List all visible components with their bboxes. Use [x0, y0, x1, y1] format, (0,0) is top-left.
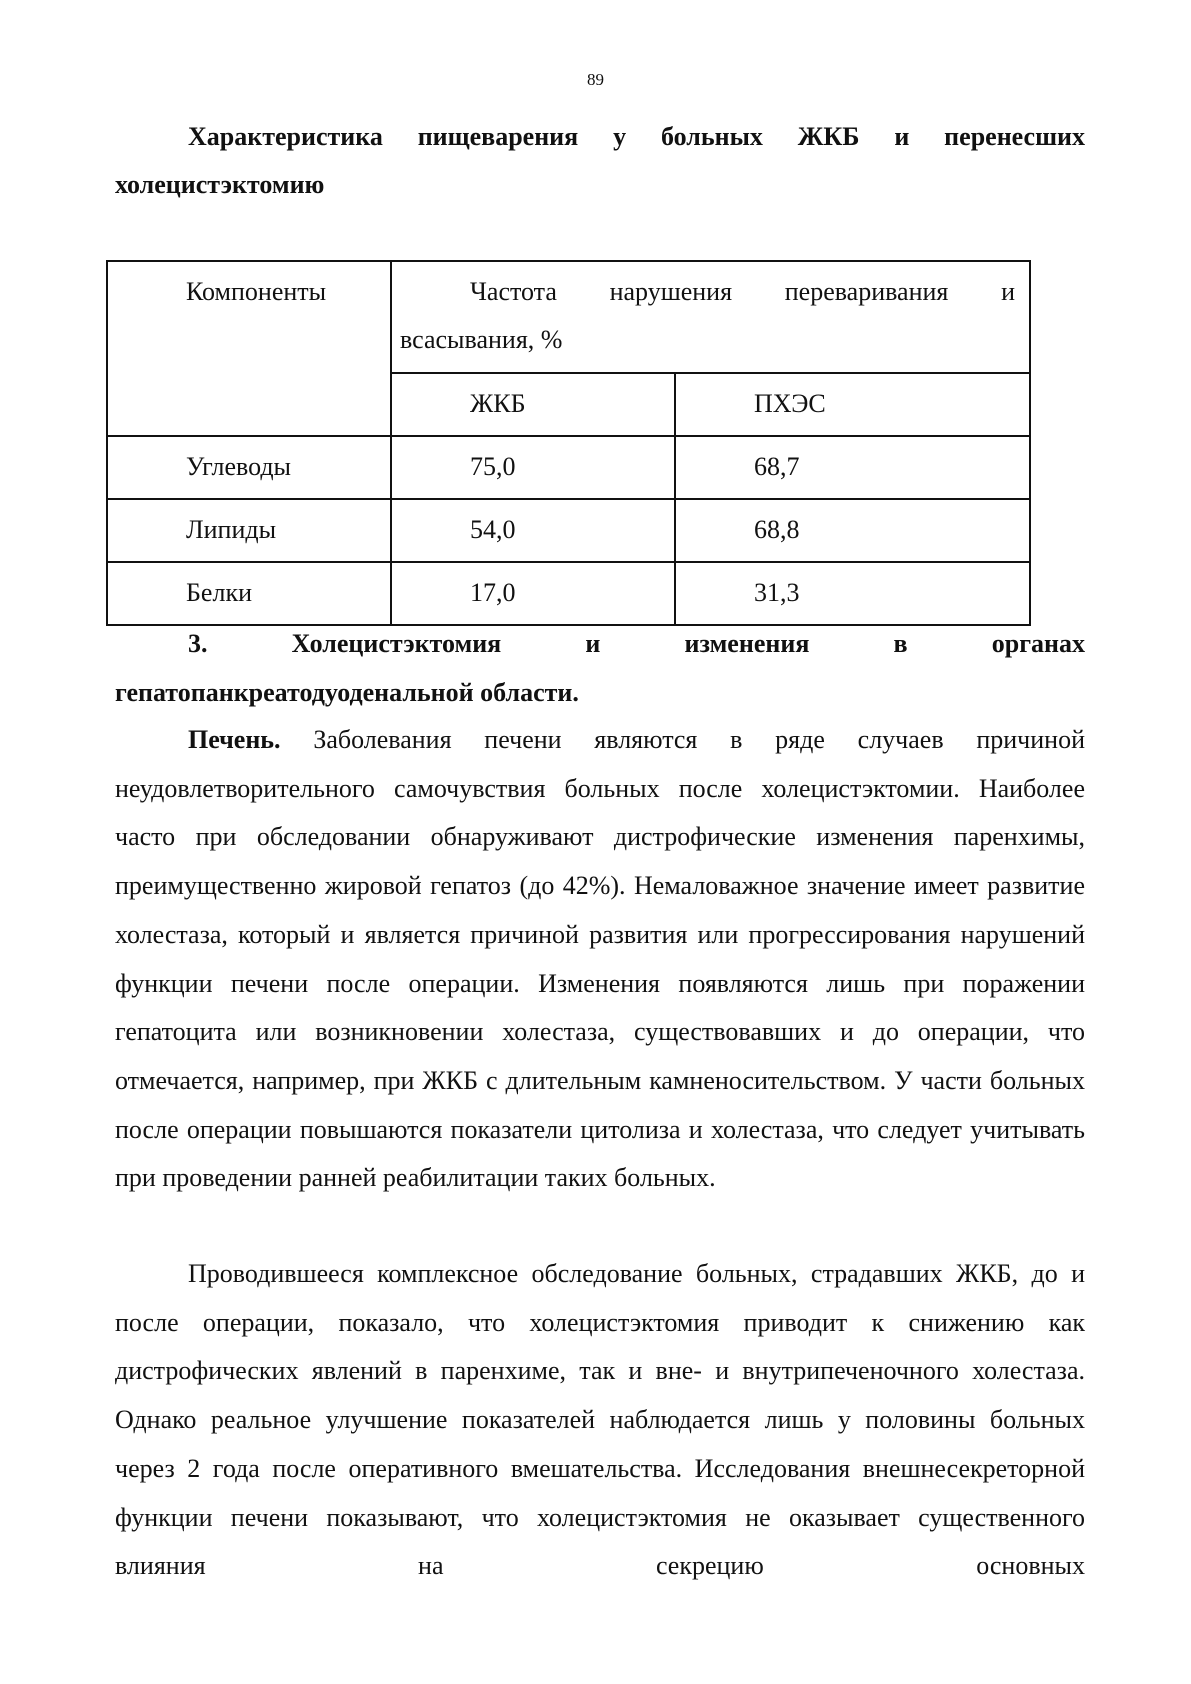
paragraph-lead: Печень.: [188, 725, 281, 754]
header-frequency-line-2: всасывания, %: [400, 325, 563, 354]
row-phes-value: 31,3: [754, 578, 800, 607]
row-phes-value: 68,7: [754, 452, 800, 481]
page-number: 89: [587, 70, 604, 89]
section-heading-line-2: гепатопанкреатодуоденальной области.: [115, 677, 579, 707]
header-components-cell: [107, 261, 391, 436]
subheader-phes: ПХЭС: [754, 389, 826, 418]
table-row: [107, 562, 1030, 625]
paragraph-examination-text: Проводившееся комплексное обследование больных, страдавших ЖКБ, до и после операции, показало, что холецистэктомия приводит к снижению как дистрофических явлений в паренхиме, так и вне- и внутрипеченочного холестаза. Однако реальное улучшение показателей наблюдается лишь у половины больных через 2 года после оперативного вмешательства. Исследования внешнесекреторной функции печени показывают, что холецистэктомия не оказывает существенного влияния на секрецию основных: [115, 1259, 1085, 1581]
paragraph-liver: [115, 716, 1085, 1203]
row-zhkb-value: 17,0: [470, 578, 516, 607]
row-component: Липиды: [186, 515, 277, 544]
subheader-phes-cell: [675, 373, 1030, 436]
title-line-2: холецистэктомию: [115, 170, 325, 199]
section-heading-line-1: 3. Холецистэктомия и изменения в органах: [188, 629, 1085, 658]
section-heading: [115, 620, 1085, 717]
paragraph-examination: [115, 1250, 1085, 1591]
table-row: [107, 499, 1030, 562]
header-components: Компоненты: [186, 277, 327, 306]
row-phes-value: 68,8: [754, 515, 800, 544]
subheader-zhkb-cell: [391, 373, 675, 436]
row-zhkb-value: 75,0: [470, 452, 516, 481]
title-line-1: Характеристика пищеварения у больных ЖКБ и перенесших: [188, 122, 1085, 151]
row-component: Углеводы: [186, 452, 292, 481]
table-header-row: [107, 261, 1030, 373]
header-frequency-line-1: Частота нарушения переваривания и: [470, 277, 1015, 306]
digestion-table: [106, 260, 1031, 626]
paragraph-liver-text: Заболевания печени являются в ряде случаев причиной неудовлетворительного самочувствия больных после холецистэктомии. Наиболее часто при обследовании обнаруживают дистрофические изменения паренхимы, преимущественно жировой гепатоз (до 42%). Немаловажное значение имеет развитие холестаза, который и является причиной развития или прогрессирования нарушений функции печени после операции. Изменения появляются лишь при поражении гепатоцита или возникновении холестаза, существовавших и до операции, что отмечается, например, при ЖКБ с длительным камненосительством. У части больных после операции повышаются показатели цитолиза и холестаза, что следует учитывать при проведении ранней реабилитации таких больных.: [115, 725, 1086, 1193]
subheader-zhkb: ЖКБ: [470, 389, 526, 418]
table-row: [107, 436, 1030, 499]
row-zhkb-value: 54,0: [470, 515, 516, 544]
header-frequency-cell: [391, 261, 1030, 373]
row-component: Белки: [186, 578, 252, 607]
document-title: [115, 113, 1085, 209]
